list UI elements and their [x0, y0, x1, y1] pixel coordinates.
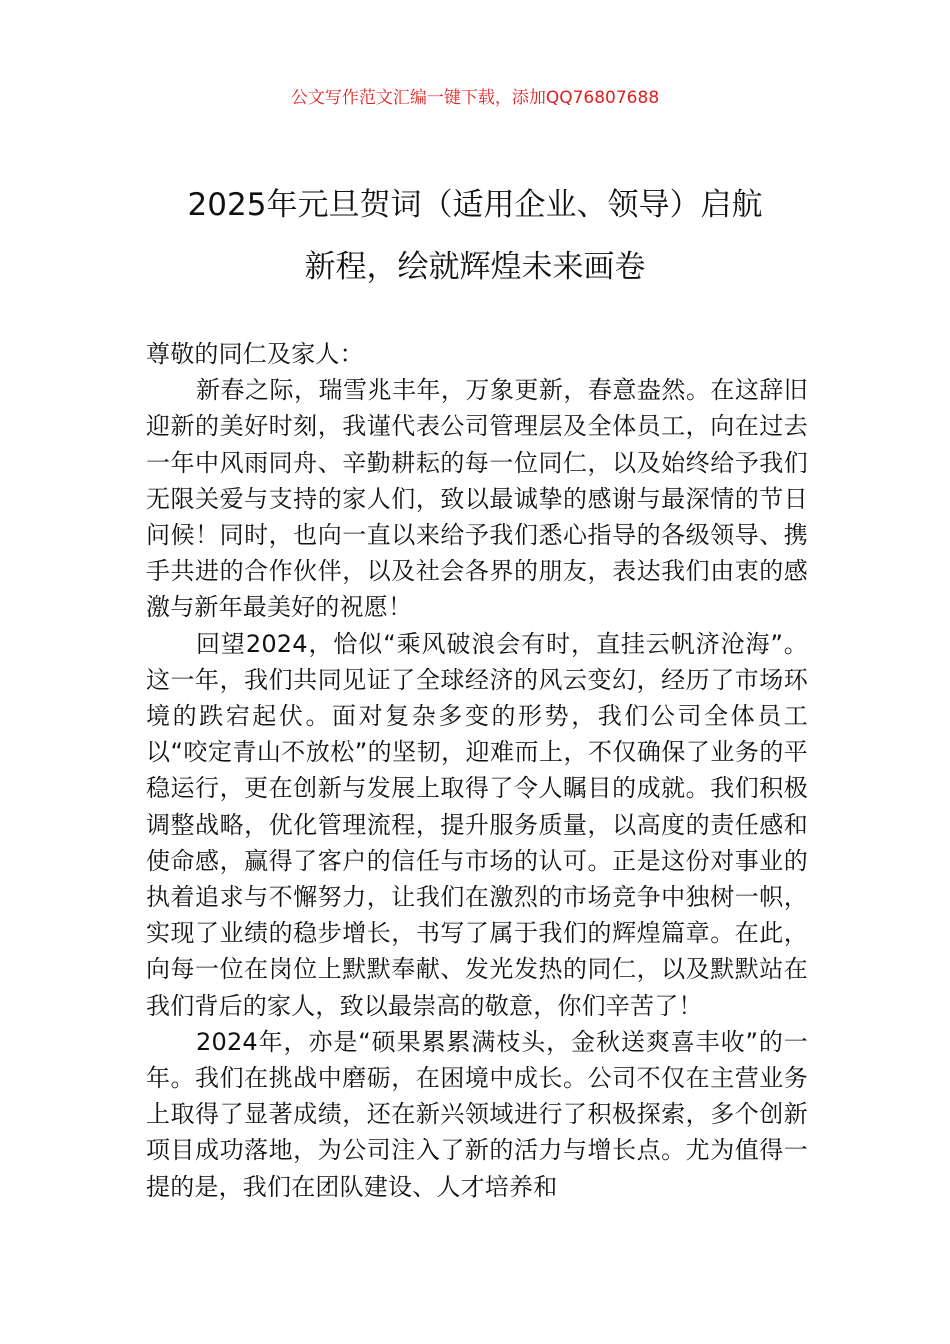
document-title: [120, 174, 830, 298]
salutation: 尊敬的同仁及家人：: [146, 340, 364, 368]
paragraph-review-2024: 回望2024，恰似“乘风破浪会有时，直挂云帆济沧海”。这一年，我们共同见证了全球经济的风云变幻，经历了市场环境的跌宕起伏。面对复杂多变的形势，我们公司全体员工以“咬定青山不放松”的坚韧，迎难而上，不仅确保了业务的平稳运行，更在创新与发展上取得了令人瞩目的成就。我们积极调整战略，优化管理流程，提升服务质量，以高度的责任感和使命感，赢得了客户的信任与市场的认可。正是这份对事业的执着追求与不懈努力，让我们在激烈的市场竞争中独树一帜，实现了业绩的稳步增长，书写了属于我们的辉煌篇章。在此，向每一位在岗位上默默奉献、发光发热的同仁，以及默默站在我们背后的家人，致以最崇高的敬意，你们辛苦了！: [146, 629, 808, 1020]
title-line-1: 2025年元旦贺词（适用企业、领导）启航: [187, 187, 763, 223]
title-line-2: 新程，绘就辉煌未来画卷: [304, 249, 646, 285]
promo-header: 公文写作范文汇编一键下载，添加QQ76807688: [290, 88, 660, 108]
paragraph-greeting: 新春之际，瑞雪兆丰年，万象更新，春意盎然。在这辞旧迎新的美好时刻，我谨代表公司管理层及全体员工，向在过去一年中风雨同舟、辛勤耕耘的每一位同仁，以及始终给予我们无限关爱与支持的家人们，致以最诚挚的感谢与最深情的节日问候！同时，也向一直以来给予我们悉心指导的各级领导、携手共进的合作伙伴，以及社会各界的朋友，表达我们由衷的感激与新年最美好的祝愿！: [146, 376, 808, 622]
paragraph-harvest-2024: 2024年，亦是“硕果累累满枝头，金秋送爽喜丰收”的一年。我们在挑战中磨砺，在困境中成长。公司不仅在主营业务上取得了显著成绩，还在新兴领域进行了积极探索，多个创新项目成功落地，为公司注入了新的活力与增长点。尤为值得一提的是，我们在团队建设、人才培养和: [146, 1027, 808, 1201]
document-body: [146, 336, 808, 1205]
